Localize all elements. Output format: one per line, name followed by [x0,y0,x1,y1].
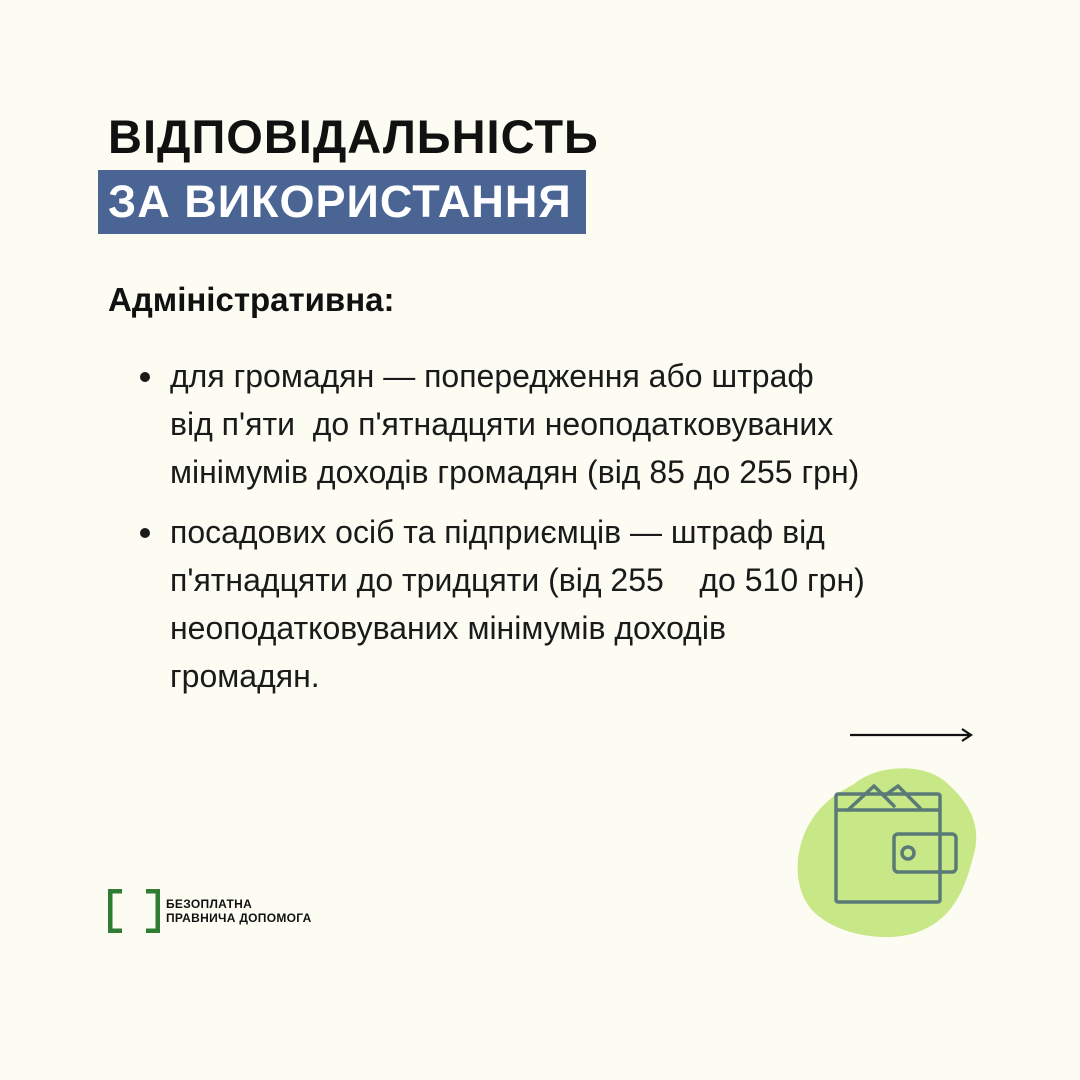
list-item-line: неоподатковуваних мінімумів доходів [170,610,726,646]
list-item-line: посадових осіб та підприємців — штраф від [170,514,825,550]
list-item [0,508,865,700]
penalty-list [0,352,865,712]
list-item-line: для громадян — попередження або штраф [170,358,814,394]
logo-text-line-2: ПРАВНИЧА ДОПОМОГА [166,911,312,925]
subheading: Адміністративна: [108,281,395,318]
wallet-icon [796,766,978,938]
list-item-line: п'ятнадцяти до тридцяти (від 255 до 510 грн) [170,562,865,598]
list-item-line: мінімумів доходів громадян (від 85 до 255 грн) [170,454,860,490]
title-line-1: ВІДПОВІДАЛЬНІСТЬ [108,110,599,163]
bullet-icon [140,528,150,538]
list-item [0,352,865,496]
title-line-2-highlight: ЗА ВИКОРИСТАННЯ [98,170,586,234]
logo-text [166,897,312,925]
logo-bracket-icon [108,889,160,933]
bullet-icon [140,372,150,382]
logo-text-line-1: БЕЗОПЛАТНА [166,897,253,911]
list-item-line: громадян. [170,658,320,694]
arrow-right-icon[interactable] [850,725,974,745]
list-item-line: від п'яти до п'ятнадцяти неоподатковуваних [170,406,834,442]
